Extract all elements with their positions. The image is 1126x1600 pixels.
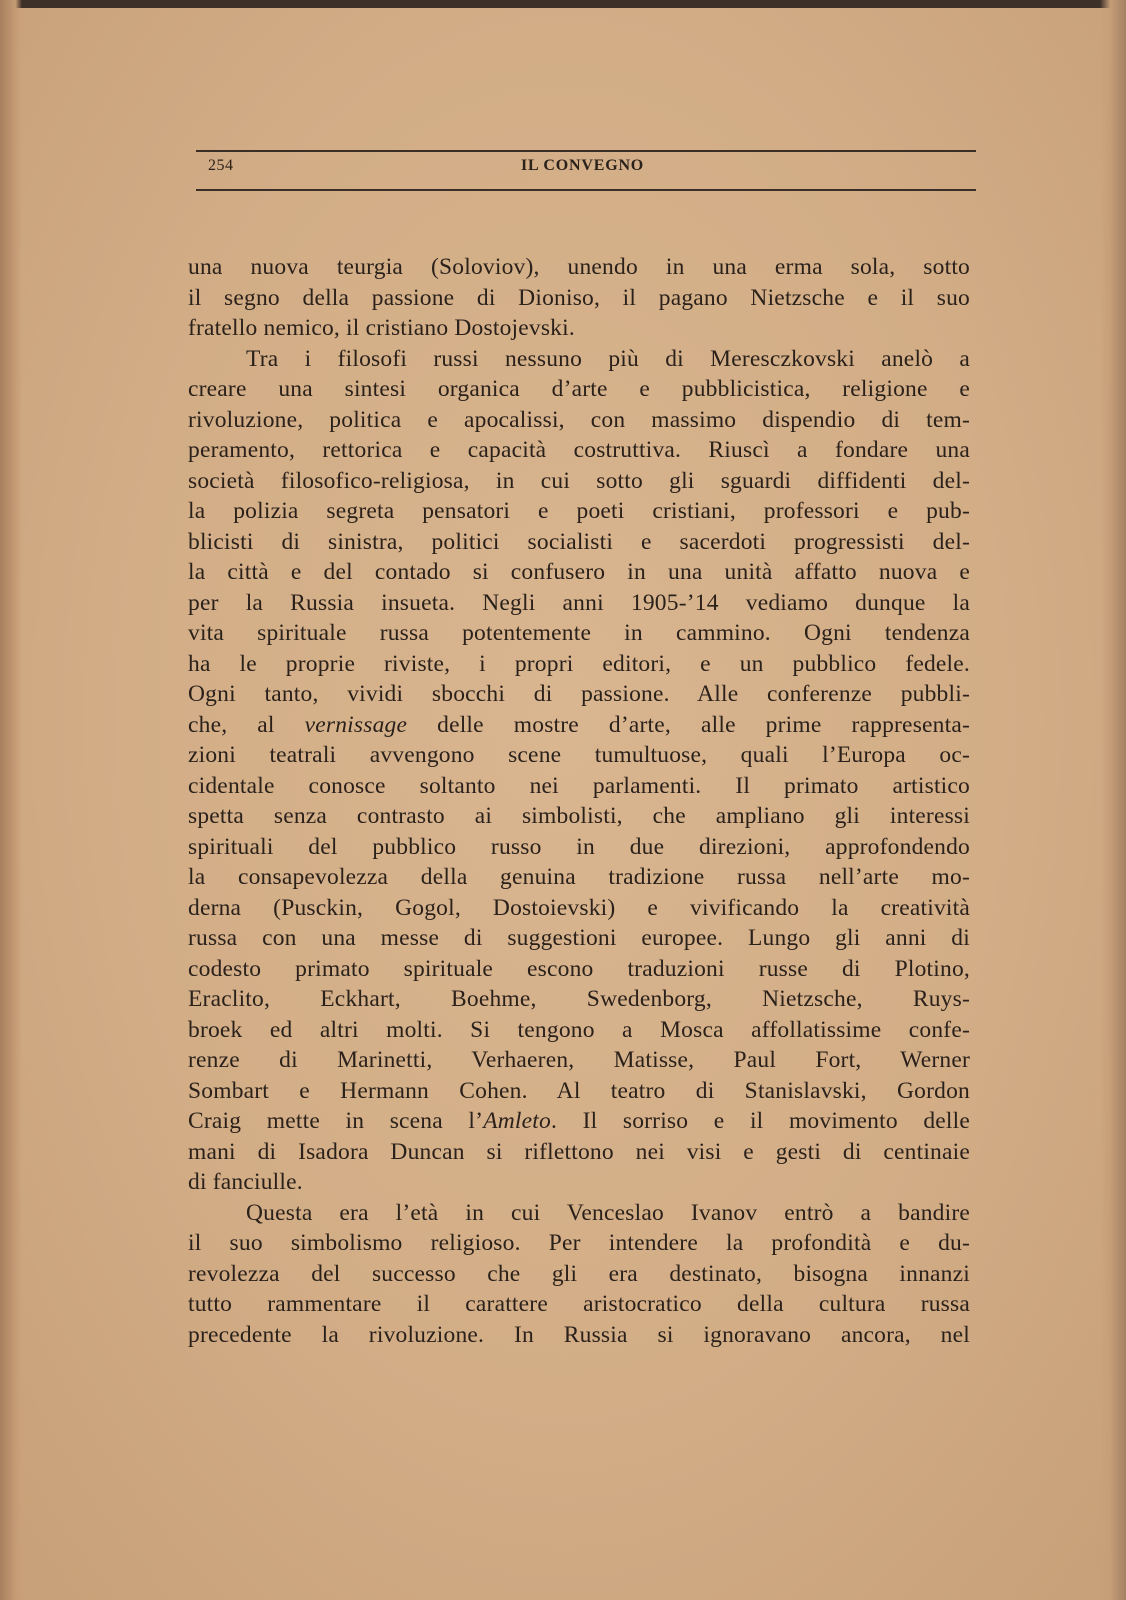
running-head xyxy=(196,157,976,185)
text-segment: Craig mette in scena l’ xyxy=(188,1108,484,1134)
text-segment: spetta senza contrasto ai simbolisti, che ampliano gli interessi xyxy=(188,803,970,829)
text-line xyxy=(188,405,970,436)
text-segment: vita spirituale russa potentemente in cammino. Ogni tendenza xyxy=(188,620,970,646)
text-line xyxy=(188,527,970,558)
text-line xyxy=(188,435,970,466)
text-line xyxy=(188,1076,970,1107)
text-segment: società filosofico-religiosa, in cui sotto gli sguardi diffidenti del- xyxy=(188,467,970,494)
body-text xyxy=(188,252,970,1350)
text-line xyxy=(188,466,970,497)
text-line xyxy=(188,649,970,680)
text-segment: per la Russia insueta. Negli anni 1905-’14 vediamo dunque la xyxy=(188,589,970,616)
text-segment: il segno della passione di Dioniso, il pagano Nietzsche e il suo xyxy=(188,284,970,311)
text-segment: di fanciulle. xyxy=(188,1169,303,1195)
page-number: 254 xyxy=(208,157,234,174)
text-segment: Ogni tanto, vividi sbocchi di passione. Alle conferenze pubbli- xyxy=(188,681,970,707)
text-line xyxy=(188,862,970,893)
text-segment: Eraclito, Eckhart, Boehme, Swedenborg, Nietzsche, Ruys- xyxy=(188,986,970,1012)
text-line xyxy=(188,710,970,741)
text-line xyxy=(188,954,970,985)
text-segment: la polizia segreta pensatori e poeti cristiani, professori e pub- xyxy=(188,498,970,524)
text-line xyxy=(188,588,970,619)
text-line xyxy=(188,771,970,802)
text-line xyxy=(188,618,970,649)
text-line xyxy=(188,740,970,771)
text-segment: Questa era l’età in cui Venceslao Ivanov entrò a bandire xyxy=(246,1199,970,1226)
text-line xyxy=(188,923,970,954)
text-segment: il suo simbolismo religioso. Per intendere la profondità e du- xyxy=(188,1230,970,1256)
text-line xyxy=(188,1228,970,1259)
text-line xyxy=(188,893,970,924)
text-line xyxy=(188,1289,970,1320)
text-segment: Tra i filosofi russi nessuno più di Meresczkovski anelò a xyxy=(246,345,970,372)
text-segment: revolezza del successo che gli era destinato, bisogna innanzi xyxy=(188,1260,970,1287)
text-line xyxy=(188,496,970,527)
text-segment: la città e del contado si confusero in una unità affatto nuova e xyxy=(188,559,970,585)
text-segment: zioni teatrali avvengono scene tumultuose, quali l’Europa oc- xyxy=(188,742,970,768)
text-line xyxy=(188,679,970,710)
text-segment: derna (Pusckin, Gogol, Dostoievski) e vivificando la creatività xyxy=(188,894,970,921)
italic-title: Amleto xyxy=(483,1108,551,1134)
journal-title: IL CONVEGNO xyxy=(521,157,645,174)
text-segment: delle mostre d’arte, alle prime rappresenta- xyxy=(407,711,971,738)
text-segment: blicisti di sinistra, politici socialisti e sacerdoti progressisti del- xyxy=(188,528,970,555)
italic-title: vernissage xyxy=(304,711,408,738)
text-line xyxy=(188,801,970,832)
text-line xyxy=(188,1259,970,1290)
header-rule-top xyxy=(196,150,976,152)
text-segment: precedente la rivoluzione. In Russia si ignoravano ancora, nel xyxy=(188,1321,970,1348)
header-rule-bottom xyxy=(196,189,976,191)
text-line xyxy=(188,1198,970,1229)
text-line xyxy=(188,252,970,283)
text-segment: broek ed altri molti. Si tengono a Mosca affollatissime confe- xyxy=(188,1016,970,1043)
text-line xyxy=(188,344,970,375)
text-segment: peramento, rettorica e capacità costruttiva. Riuscì a fondare una xyxy=(188,437,970,463)
top-page-edge xyxy=(0,0,1126,8)
text-segment: ha le proprie riviste, i propri editori, e un pubblico fedele. xyxy=(188,650,970,677)
text-segment: cidentale conosce soltanto nei parlamenti. Il primato artistico xyxy=(188,772,970,799)
text-line xyxy=(188,1015,970,1046)
text-segment: renze di Marinetti, Verhaeren, Matisse, Paul Fort, Werner xyxy=(188,1047,970,1073)
text-line xyxy=(188,832,970,863)
text-line xyxy=(188,1167,970,1198)
text-line xyxy=(188,984,970,1015)
text-line xyxy=(188,1137,970,1168)
text-segment: una nuova teurgia (Soloviov), unendo in una erma sola, sotto xyxy=(188,254,970,280)
text-line xyxy=(188,1045,970,1076)
text-segment: rivoluzione, politica e apocalissi, con massimo dispendio di tem- xyxy=(188,406,970,433)
text-line xyxy=(188,1320,970,1351)
text-line xyxy=(188,374,970,405)
text-segment: che, al xyxy=(188,711,305,738)
text-line xyxy=(188,557,970,588)
text-segment: Sombart e Hermann Cohen. Al teatro di Stanislavski, Gordon xyxy=(188,1077,970,1104)
text-segment: spirituali del pubblico russo in due direzioni, approfondendo xyxy=(188,833,970,860)
text-segment: creare una sintesi organica d’arte e pubblicistica, religione e xyxy=(188,376,970,402)
text-segment: . Il sorriso e il movimento delle xyxy=(550,1108,970,1134)
text-line xyxy=(188,313,970,344)
text-line xyxy=(188,283,970,314)
right-page-edge xyxy=(1100,0,1126,1600)
left-page-edge xyxy=(0,0,22,1600)
text-segment: russa con una messe di suggestioni europee. Lungo gli anni di xyxy=(188,925,970,951)
text-segment: codesto primato spirituale escono traduzioni russe di Plotino, xyxy=(188,955,970,982)
text-segment: tutto rammentare il carattere aristocratico della cultura russa xyxy=(188,1291,970,1317)
text-segment: mani di Isadora Duncan si riflettono nei visi e gesti di centinaie xyxy=(188,1138,970,1165)
text-segment: fratello nemico, il cristiano Dostojevski. xyxy=(188,315,575,341)
text-segment: la consapevolezza della genuina tradizione russa nell’arte mo- xyxy=(188,864,970,890)
text-line xyxy=(188,1106,970,1137)
